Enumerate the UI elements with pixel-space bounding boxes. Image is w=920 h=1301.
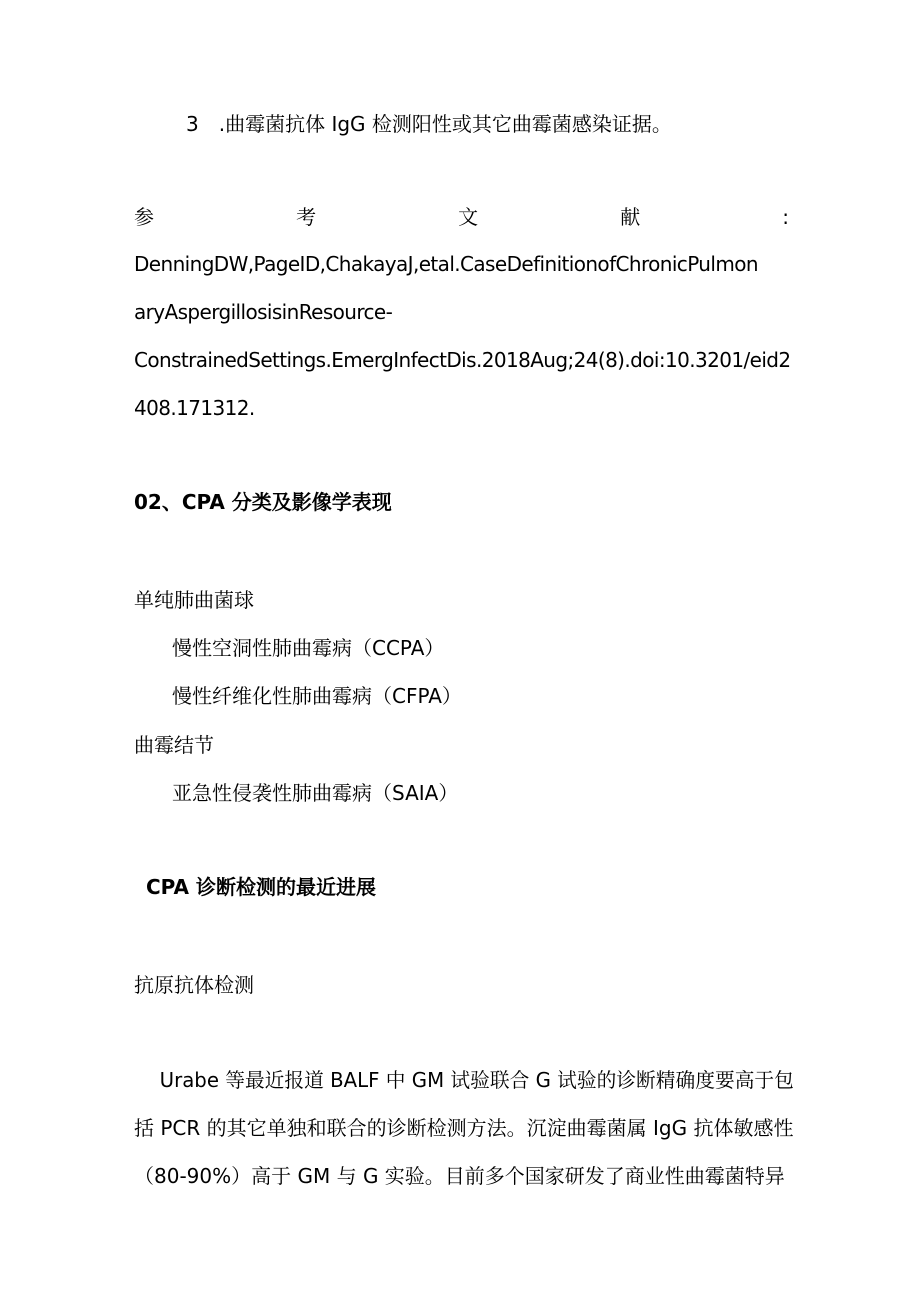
body-paragraph: [134, 1056, 794, 1200]
section-heading: 02、CPA 分类及影像学表现: [134, 490, 392, 514]
section-heading: CPA 诊断检测的最近进展: [146, 875, 376, 899]
reference-line: DenningDW,PageID,ChakayaJ,etal.CaseDefinitionofChronicPulmon: [134, 252, 758, 276]
paragraph-line: 括 PCR 的其它单独和联合的诊断检测方法。沉淀曲霉菌属 IgG 抗体敏感性: [134, 1116, 794, 1140]
list-item-3: 3 .曲霉菌抗体 IgG 检测阳性或其它曲霉菌感染证据。: [186, 112, 672, 136]
list-item: 曲霉结节: [134, 733, 214, 757]
references-label-char: :: [782, 205, 789, 229]
reference-line: ConstrainedSettings.EmergInfectDis.2018Aug;24(8).doi:10.3201/eid2: [134, 348, 791, 372]
list-item: 慢性纤维化性肺曲霉病（CFPA）: [172, 684, 462, 708]
reference-line: aryAspergillosisinResource-: [134, 300, 393, 324]
references-label: [134, 203, 789, 231]
references-label-char: 文: [458, 205, 479, 229]
subheading: 抗原抗体检测: [134, 973, 254, 997]
paragraph-line: （80-90%）高于 GM 与 G 实验。目前多个国家研发了商业性曲霉菌特异: [134, 1164, 785, 1188]
paragraph-line: Urabe 等最近报道 BALF 中 GM 试验联合 G 试验的诊断精确度要高于包: [159, 1068, 794, 1092]
list-item: 慢性空洞性肺曲霉病（CCPA）: [172, 636, 445, 660]
references-label-char: 献: [620, 205, 641, 229]
references-label-char: 参: [134, 205, 154, 229]
list-item: 单纯肺曲菌球: [134, 588, 254, 612]
list-item: 亚急性侵袭性肺曲霉病（SAIA）: [172, 781, 459, 805]
reference-line: 408.171312.: [134, 396, 255, 420]
references-label-char: 考: [296, 205, 317, 229]
